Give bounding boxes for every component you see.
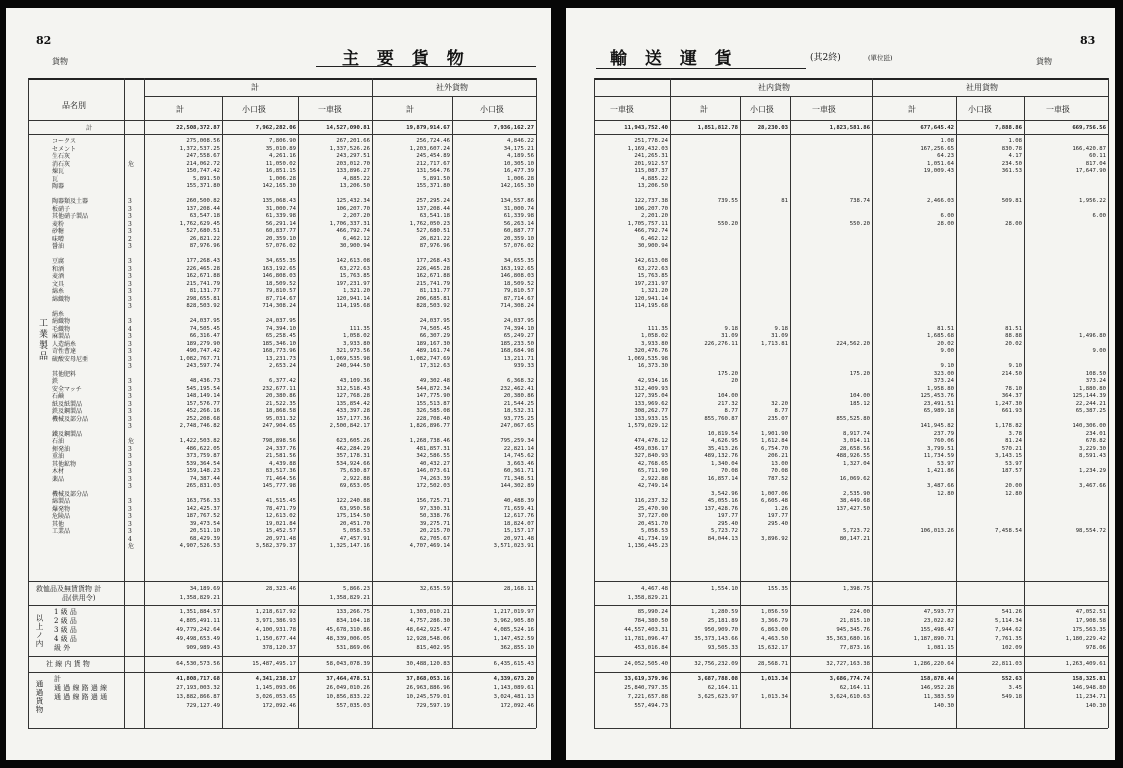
class-row-label: 3 級 品 bbox=[54, 626, 77, 634]
summary-row-2-col1: 1,358,829.21 bbox=[179, 595, 220, 601]
body-col4: 256,724.46 1,203,607.24 245,454.89 212,717.67 131,564.76 5,891.50 155,371.80 257,295.24 137,208.44 63,541.18 1,762,050.23 527,680.51 26,821.22 87,976.96 177,268.43 226,465.28 162,671.88 215,741.79 81,131.77 206,685.81 828,503.92 24,037.95 74,505.45 66,307.29 189,167.30 489,161.74 1,082,747.69 17,312.63 49,302.48 544,872.34 147,775.90 155,513.87 326,585.08 228,708.40 1,826,896.77 1,268,738.46 481,857.31 342,586.55 40,432.27 146,073.61 74,263.39 172,502.03 156,725.71 97,330.31 50,338.76 39,275.71 20,215.70 62,705.67 4,707,469.14 bbox=[409, 138, 450, 549]
r-class-row-cell: 5,114.34 bbox=[995, 618, 1022, 624]
first-row-col3: 14,527,090.81 bbox=[326, 125, 370, 131]
category-header: 品名別 bbox=[62, 101, 86, 110]
class-row-cell: 531,869.06 bbox=[336, 645, 370, 651]
r-summary-row-cell: 4,467.48 bbox=[641, 586, 668, 592]
class-row-label: 4 級 品 bbox=[54, 635, 77, 643]
table-left-border bbox=[28, 78, 29, 728]
class-divider bbox=[144, 78, 145, 728]
header-bottom-border bbox=[28, 120, 536, 121]
r-class-row-cell: 23,022.82 bbox=[923, 618, 954, 624]
first-row-col2: 7,962,282.06 bbox=[255, 125, 296, 131]
transit-row-label: 通 過 線 路 過 通 bbox=[54, 693, 108, 701]
class-row-cell: 45,678,310.86 bbox=[326, 627, 370, 633]
r-class-row-cell: 17,908.58 bbox=[1075, 618, 1106, 624]
transit-row-cell: 13,882,866.87 bbox=[176, 694, 220, 700]
class-row-cell: 909,989.43 bbox=[186, 645, 220, 651]
r-class-row-cell: 453,016.84 bbox=[634, 645, 668, 651]
summary-row-1-col1: 34,189.69 bbox=[189, 586, 220, 592]
class-row-cell: 4,757,286.30 bbox=[409, 618, 450, 624]
r-header-divider bbox=[594, 96, 1108, 97]
transit-row-label: 計 bbox=[54, 675, 61, 683]
r-class-row-cell: 1,187,890.71 bbox=[913, 636, 954, 642]
transit-row-cell: 26,049,010.26 bbox=[326, 685, 370, 691]
transit-row-cell: 3,026,053.65 bbox=[255, 694, 296, 700]
table-right-border bbox=[536, 78, 537, 728]
r-col-header-small-lot-2: 小口扱 bbox=[968, 105, 992, 114]
r-class-row-cell: 25,181.89 bbox=[707, 618, 738, 624]
r-summary-row-cell: 155.35 bbox=[767, 586, 788, 592]
r-transit-row-cell: 3,624,610.63 bbox=[829, 694, 870, 700]
col-divider-2 bbox=[298, 96, 299, 728]
body-col2: 7,806.90 35,010.89 4,261.16 11,050.02 16,851.15 1,006.28 142,165.30 135,068.43 31,000.74 61,339.98 56,291.14 60,837.77 20,359.10 57,076.02 34,655.35 163,192.65 146,808.03 18,509.52 79,810.57 87,714.67 714,308.24 24,037.95 74,394.10 65,258.45 185,346.10 168,773.96 13,231.73 2,653.24 6,377.42 232,677.11 20,380.86 21,522.35 18,868.58 95,031.32 247,904.65 798,898.56 24,337.76 21,581.56 4,439.88 83,517.36 71,464.56 145,777.98 41,515.45 78,471.79 12,613.02 19,021.84 15,452.57 20,971.48 3,582,379.37 bbox=[255, 138, 296, 549]
summary-row-1-label: 救恤品及無賃貨物 計 bbox=[36, 585, 102, 593]
r-col-header-carload: 一車扱 bbox=[610, 105, 634, 114]
r-transit-row-cell: 3,686,774.74 bbox=[829, 676, 870, 682]
r-first-row-cell: 1,851,812.78 bbox=[697, 125, 738, 131]
transit-block-top bbox=[28, 672, 536, 673]
page-number-right: 83 bbox=[1080, 34, 1096, 47]
r-col-header-carload-3: 一車扱 bbox=[1046, 105, 1070, 114]
transit-row-cell: 10,856,833.22 bbox=[326, 694, 370, 700]
r-class-row-cell: 102.09 bbox=[1001, 645, 1022, 651]
r-right-border bbox=[1108, 78, 1109, 728]
r-col-divider-4 bbox=[872, 78, 873, 728]
r-summary-row-cell: 1,398.75 bbox=[843, 586, 870, 592]
r-body-col7: 166,420.87 60.11 817.04 17,647.90 1,956.22 6.00 1,496.80 9.00 108.50 373.24 1,880.80 125,144.39 22,244.21 65,387.25 140,306.00 234.01 678.82 3,229.30 8,591.43 1,234.29 3,467.66 98,554.72 bbox=[1072, 145, 1106, 534]
r-col-divider-6 bbox=[1024, 96, 1025, 728]
first-row-label: 計 bbox=[86, 125, 93, 132]
class-block-top bbox=[28, 605, 536, 606]
r-class-row-cell: 7,761.35 bbox=[995, 636, 1022, 642]
transit-row-cell: 172,092.46 bbox=[262, 703, 296, 709]
table-top-border bbox=[28, 78, 536, 80]
class-block-label: 以上ノ内 bbox=[35, 614, 44, 648]
r-body-col6: 1.08 830.78 4.17 234.50 361.53 509.81 28.00 81.51 88.88 20.02 9.10 214.50 78.10 364.37 1,247.30 661.93 1,178.82 3.78 81.24 570.21 3,143.15 53.97 187.57 20.00 12.80 7,458.54 bbox=[995, 138, 1022, 534]
r-transit-row-cell: 3,625,623.97 bbox=[697, 694, 738, 700]
r-col-divider-3 bbox=[790, 96, 791, 728]
first-row-divider bbox=[28, 134, 536, 135]
r-col-header-small-lot: 小口扱 bbox=[750, 105, 774, 114]
col-header-total-ext: 計 bbox=[406, 105, 414, 114]
page-title-suffix: (其2終) bbox=[810, 53, 841, 63]
left-page bbox=[6, 8, 551, 760]
r-company-internal-cell: 1,286,220.64 bbox=[913, 661, 954, 667]
class-row-cell: 48,339,006.05 bbox=[326, 636, 370, 642]
r-first-row-cell: 669,756.56 bbox=[1072, 125, 1106, 131]
transit-row-cell: 26,963,886.96 bbox=[406, 685, 450, 691]
r-class-row-cell: 1,081.15 bbox=[927, 645, 954, 651]
class-row-cell: 4,805,491.11 bbox=[179, 618, 220, 624]
summary-row-1-col3: 5,866.23 bbox=[343, 586, 370, 592]
class-row-cell: 1,150,677.44 bbox=[255, 636, 296, 642]
r-class-row-cell: 950,909.70 bbox=[704, 627, 738, 633]
r-transit-row-cell: 7,221,657.88 bbox=[627, 694, 668, 700]
col-header-small-lot: 小口扱 bbox=[242, 105, 266, 114]
item-labels: コークス セメント 生石灰 消石灰 煉瓦 瓦 陶器 陶器類及土器 板硝子 其他硝子製品 麦粉 砂糖 味噌 醤油 豆腐 和酒 麦酒 文具 綿糸 綿織物 絹糸 絹織物 毛織物 麻製品 人造絹糸 苛性曹達 硫酸安母尼亜 其他肥料 鉄 安全マッチ 石鹸 紙及紙製品 鉄及鋼製品 機械及部分品 鐵及鋼製品 石油 揮発油 重油 其他鉱物 木材 薬品 機械及部分品 綿製品 爆発物 危険品 其他 工業品 bbox=[52, 138, 89, 535]
r-col-header-total-2: 計 bbox=[908, 105, 916, 114]
first-row-col4: 19,879,914.67 bbox=[406, 125, 450, 131]
company-internal-col2: 15,487,495.17 bbox=[252, 661, 296, 667]
company-internal-top bbox=[28, 656, 536, 657]
transit-row-cell: 10,245,579.01 bbox=[406, 694, 450, 700]
r-table-top-border bbox=[594, 78, 1108, 80]
r-class-block-top bbox=[594, 605, 1108, 606]
transit-block-label: 通過貨物 bbox=[35, 680, 44, 714]
r-transit-row-cell: 11,383.59 bbox=[923, 694, 954, 700]
r-transit-row-cell: 552.63 bbox=[1001, 676, 1022, 682]
r-class-row-cell: 85,990.24 bbox=[637, 609, 668, 615]
r-transit-row-cell: 549.18 bbox=[1001, 694, 1022, 700]
r-company-internal-cell: 32,727,163.38 bbox=[826, 661, 870, 667]
r-group-header-transfer: 社用貨物 bbox=[966, 83, 998, 92]
company-internal-col4: 30,488,120.83 bbox=[406, 661, 450, 667]
r-header-bottom-border bbox=[594, 120, 1108, 121]
summary-row-1-col4: 32,635.59 bbox=[419, 586, 450, 592]
transit-row-cell: 1,143,089.61 bbox=[493, 685, 534, 691]
class-row-cell: 362,855.10 bbox=[500, 645, 534, 651]
r-first-row-divider bbox=[594, 134, 1108, 135]
r-transit-row-cell: 62,164.11 bbox=[839, 685, 870, 691]
r-class-row-cell: 224.00 bbox=[849, 609, 870, 615]
r-class-row-cell: 44,557,403.31 bbox=[624, 627, 668, 633]
class-row-cell: 4,100,931.78 bbox=[255, 627, 296, 633]
r-transit-block-top bbox=[594, 672, 1108, 673]
first-row-col1: 22,508,372.87 bbox=[176, 125, 220, 131]
r-transit-row-cell: 146,948.80 bbox=[1072, 685, 1106, 691]
r-company-internal-top bbox=[594, 656, 1108, 657]
header-divider bbox=[144, 96, 536, 97]
r-transit-row-cell: 140.30 bbox=[1085, 703, 1106, 709]
class-row-cell: 815,402.95 bbox=[416, 645, 450, 651]
summary-row-1-col5: 28,168.11 bbox=[503, 586, 534, 592]
transit-row-cell: 4,341,238.17 bbox=[255, 676, 296, 682]
r-transit-row-cell: 140.30 bbox=[933, 703, 954, 709]
right-page bbox=[566, 8, 1115, 760]
r-left-border bbox=[594, 78, 595, 728]
r-transit-row-cell: 158,325.81 bbox=[1072, 676, 1106, 682]
r-transit-row-cell: 1,013.34 bbox=[761, 694, 788, 700]
r-company-internal-cell: 32,756,232.09 bbox=[694, 661, 738, 667]
col-header-total: 計 bbox=[176, 105, 184, 114]
class-row-cell: 1,217,019.97 bbox=[493, 609, 534, 615]
transit-row-cell: 4,339,673.20 bbox=[493, 676, 534, 682]
r-body-col4: 738.74 550.20 224,562.20 175.20 104.00 185.12 855,525.80 8,917.74 3,014.11 28,658.56 488,926.55 1,327.04 16,069.62 2,535.90 38,449.68 137,427.50 5,723.72 80,147.21 bbox=[836, 198, 870, 542]
class-row-cell: 49,779,242.64 bbox=[176, 627, 220, 633]
body-col3: 267,201.66 1,337,526.26 243,297.51 203,012.70 133,896.27 4,885.22 13,206.50 125,432.34 106,207.70 2,207.20 1,706,337.31 466,792.74 6,462.12 30,900.94 142,613.08 63,272.63 15,763.85 197,231.97 1,321.20 120,941.14 114,195.68 111.35 1,058.02 3,933.80 321,973.56 1,069,535.98 240,944.50 43,109.36 312,518.43 127,768.28 135,854.42 433,397.28 157,177.36 2,500,842.17 623,605.26 462,284.29 357,178.31 534,924.66 75,630.87 2,922.88 69,653.05 122,240.88 63,950.58 175,154.50 20,451.70 5,058.53 47,457.91 1,325,147.16 bbox=[329, 138, 370, 549]
r-first-row-cell: 1,823,581.86 bbox=[829, 125, 870, 131]
title-underline bbox=[316, 66, 536, 67]
class-row-cell: 49,498,653.49 bbox=[176, 636, 220, 642]
class-row-cell: 1,351,884.57 bbox=[179, 609, 220, 615]
table-bottom-border bbox=[28, 728, 536, 729]
transit-row-cell: 41,808,717.68 bbox=[176, 676, 220, 682]
r-body-col5: 1.08 167,256.65 64.23 1,051.64 19,009.43 2,466.03 6.00 28.00 81.51 1,685.68 20.02 9.00 9.10 323.00 373.24 1,958.80 125,453.76 23,491.51 65,989.18 141,945.82 237.79 760.06 3,799.51 11,734.59 53.97 1,421.86 3,487.66 12.80 106,013.26 bbox=[920, 138, 954, 534]
class-row-cell: 48,642,925.47 bbox=[406, 627, 450, 633]
r-transit-row-cell: 146,952.28 bbox=[920, 685, 954, 691]
transit-row-cell: 37,868,053.16 bbox=[406, 676, 450, 682]
class-row-label: 級 外 bbox=[54, 644, 71, 652]
col-divider-3 bbox=[372, 78, 373, 728]
r-summary-row-cell: 1,358,829.21 bbox=[627, 595, 668, 601]
r-col-divider-5 bbox=[956, 96, 957, 728]
r-first-row-cell: 677,645.42 bbox=[920, 125, 954, 131]
r-company-internal-cell: 22,811.03 bbox=[991, 661, 1022, 667]
r-transit-row-cell: 25,840,797.35 bbox=[624, 685, 668, 691]
r-class-row-cell: 945,345.76 bbox=[836, 627, 870, 633]
r-body-col1: 251,778.24 1,169,432.03 241,265.31 201,912.57 115,087.37 4,885.22 13,206.50 122,737.38 106,207.70 2,201.20 1,705,757.11 466,792.74 6,462.12 30,900.94 142,613.08 63,272.63 15,763.85 197,231.97 1,321.20 120,941.14 114,195.68 111.35 1,058.02 3,933.80 320,476.76 1,069,535.98 16,373.30 42,934.16 312,409.93 127,395.04 133,969.62 308,262.77 133,933.15 1,579,029.12 474,478.12 459,036.17 327,840.93 42,768.65 65,711.90 2,922.88 42,749.14 116,237.32 25,470.90 37,727.00 20,451.70 5,058.53 41,734.19 1,136,445.23 bbox=[627, 138, 668, 549]
r-col-divider-1 bbox=[670, 78, 671, 728]
summary-row-1-col2: 28,323.46 bbox=[265, 586, 296, 592]
r-transit-row-cell: 158,878.44 bbox=[920, 676, 954, 682]
transit-row-cell: 37,464,478.51 bbox=[326, 676, 370, 682]
summary-divider bbox=[28, 581, 536, 582]
summary-row-2-label: 品(供用令) bbox=[62, 594, 96, 602]
class-row-cell: 4,085,524.16 bbox=[493, 627, 534, 633]
transit-row-cell: 172,092.46 bbox=[500, 703, 534, 709]
r-company-internal-cell: 1,263,409.61 bbox=[1065, 661, 1106, 667]
running-head-right: 貨物 bbox=[1036, 57, 1052, 66]
transit-row-cell: 27,193,003.32 bbox=[176, 685, 220, 691]
r-group-header-internal: 社内貨物 bbox=[758, 83, 790, 92]
transit-row-cell: 3,024,481.13 bbox=[493, 694, 534, 700]
r-summary-row-cell: 1,554.10 bbox=[711, 586, 738, 592]
r-transit-row-cell: 3,687,788.08 bbox=[697, 676, 738, 682]
class-row-cell: 133,266.75 bbox=[336, 609, 370, 615]
r-bottom-border bbox=[594, 728, 1108, 729]
company-internal-col3: 58,043,078.39 bbox=[326, 661, 370, 667]
r-class-row-cell: 1,280.59 bbox=[711, 609, 738, 615]
r-class-row-cell: 784,380.50 bbox=[634, 618, 668, 624]
body-col5: 4,846.22 34,175.21 4,189.56 10,305.10 16,477.39 1,006.28 142,165.30 134,557.86 31,000.74 61,339.98 56,263.14 60,887.77 20,359.10 57,076.02 34,655.35 163,192.65 146,808.03 18,509.52 79,810.57 87,714.67 714,308.24 24,037.95 74,394.10 65,249.27 185,233.50 168,684.98 13,211.71 939.33 6,368.32 232,462.41 20,380.86 21,544.25 18,532.31 93,775.25 247,067.65 795,259.34 22,821.14 14,745.62 3,663.46 60,361.71 71,348.51 144,302.89 40,488.39 71,659.41 12,617.76 18,824.07 15,157.17 20,971.48 3,571,023.91 bbox=[493, 138, 534, 549]
r-class-row-cell: 21,815.10 bbox=[839, 618, 870, 624]
r-transit-row-cell: 1,013.34 bbox=[761, 676, 788, 682]
class-row-cell: 1,218,617.92 bbox=[255, 609, 296, 615]
class-row-label: 1 級 品 bbox=[54, 608, 77, 616]
group-header-total: 計 bbox=[251, 83, 259, 92]
section-industrial-label: 工業製品 bbox=[37, 318, 47, 362]
r-class-row-cell: 93,505.33 bbox=[707, 645, 738, 651]
body-col1: 275,008.56 1,372,537.25 247,558.67 214,062.72 150,747.42 5,891.50 155,371.80 260,500.82 137,208.44 63,547.18 1,762,629.45 527,680.51 26,821.22 87,976.96 177,268.43 226,465.28 162,671.88 215,741.79 81,131.77 298,655.81 828,503.92 24,037.95 74,505.45 66,316.47 189,279.90 490,747.42 1,082,767.71 243,597.74 48,436.73 545,195.54 148,149.14 157,576.77 452,266.16 252,208.68 2,748,746.82 1,422,503.82 486,622.05 373,759.87 539,364.54 159,148.23 74,387.44 265,831.03 163,756.33 142,425.37 187,767.52 39,473.54 20,511.10 68,429.39 4,907,526.53 bbox=[179, 138, 220, 549]
class-row-cell: 834,104.18 bbox=[336, 618, 370, 624]
r-transit-row-cell: 11,234.71 bbox=[1075, 694, 1106, 700]
transit-row-label: 通 過 線 路 過 線 bbox=[54, 684, 108, 692]
r-col-divider-2 bbox=[740, 96, 741, 728]
transit-row-cell: 1,145,093.06 bbox=[255, 685, 296, 691]
col-header-carload: 一車扱 bbox=[318, 105, 342, 114]
r-col-header-total: 計 bbox=[700, 105, 708, 114]
class-row-label: 2 級 品 bbox=[54, 617, 77, 625]
company-internal-col1: 64,530,573.56 bbox=[176, 661, 220, 667]
r-class-row-cell: 1,056.59 bbox=[761, 609, 788, 615]
page-number-left: 82 bbox=[36, 34, 52, 47]
r-class-row-cell: 155,498.47 bbox=[920, 627, 954, 633]
r-first-row-cell: 7,888.86 bbox=[995, 125, 1022, 131]
r-transit-row-cell: 33,619,379.96 bbox=[624, 676, 668, 682]
r-class-row-cell: 47,052.51 bbox=[1075, 609, 1106, 615]
transit-row-cell: 557,035.03 bbox=[336, 703, 370, 709]
class-row-cell: 12,928,548.06 bbox=[406, 636, 450, 642]
r-body-col2: 739.55 550.20 9.18 31.09 226,276.11 175.20 20 104.00 217.32 8.77 855,760.87 10,819.54 4,626.95 35,413.26 489,132.76 1,340.04 70.08 16,857.14 3,542.96 45,055.16 137,428.76 197.77 295.40 5,723.72 84,044.13 bbox=[704, 198, 738, 542]
page-title-left: 主 要 貨 物 bbox=[342, 49, 470, 69]
r-class-row-cell: 1,180,229.42 bbox=[1065, 636, 1106, 642]
r-transit-row-cell: 62,164.11 bbox=[707, 685, 738, 691]
r-class-row-cell: 35,373,143.66 bbox=[694, 636, 738, 642]
class-row-cell: 3,971,386.93 bbox=[255, 618, 296, 624]
col-header-small-lot-ext: 小口扱 bbox=[480, 105, 504, 114]
col-divider-1 bbox=[222, 96, 223, 728]
r-transit-row-cell: 557,494.73 bbox=[634, 703, 668, 709]
class-row-cell: 3,962,905.80 bbox=[493, 618, 534, 624]
r-first-row-cell: 28,230.03 bbox=[757, 125, 788, 131]
r-class-row-cell: 47,593.77 bbox=[923, 609, 954, 615]
r-class-row-cell: 15,632.17 bbox=[757, 645, 788, 651]
summary-row-2-col3: 1,358,829.21 bbox=[329, 595, 370, 601]
r-class-row-cell: 6,863.00 bbox=[761, 627, 788, 633]
page-title-right: 輸 送 運 貨 bbox=[610, 49, 738, 69]
label-divider bbox=[124, 78, 125, 728]
r-class-row-cell: 541.26 bbox=[1001, 609, 1022, 615]
title-underline-right bbox=[596, 68, 806, 69]
class-labels: 危 3 3 3 3 3 2 3 3 3 3 3 3 3 3 3 4 3 3 3 3 3 3 3 3 3 3 3 3 危 3 3 3 3 3 3 3 3 3 3 3 4 危 bbox=[128, 160, 135, 550]
first-row-col5: 7,936,162.27 bbox=[493, 125, 534, 131]
r-class-row-cell: 7,944.62 bbox=[995, 627, 1022, 633]
r-first-row-cell: 11,943,752.40 bbox=[624, 125, 668, 131]
r-class-row-cell: 77,873.16 bbox=[839, 645, 870, 651]
r-body-col3: 81 9.18 31.09 1,713.81 32.20 8.77 235.07 1,901.90 1,612.84 6,754.70 206.21 13.00 70.08 787.52 1,007.06 6,605.48 1.26 197.77 295.40 3,896.92 bbox=[761, 198, 788, 542]
r-class-row-cell: 175,563.35 bbox=[1072, 627, 1106, 633]
class-row-cell: 378,120.37 bbox=[262, 645, 296, 651]
unit-label: (單位瓩) bbox=[868, 54, 893, 62]
transit-row-cell: 729,127.49 bbox=[186, 703, 220, 709]
r-transit-row-cell: 3.45 bbox=[1008, 685, 1022, 691]
group-header-company-external: 社外貨物 bbox=[436, 83, 468, 92]
r-class-row-cell: 11,781,096.47 bbox=[624, 636, 668, 642]
company-internal-col5: 6,435,615.43 bbox=[493, 661, 534, 667]
transit-row-cell: 729,597.19 bbox=[416, 703, 450, 709]
r-company-internal-cell: 24,052,505.40 bbox=[624, 661, 668, 667]
class-row-cell: 1,147,452.59 bbox=[493, 636, 534, 642]
r-summary-divider bbox=[594, 581, 1108, 582]
r-class-row-cell: 35,363,680.16 bbox=[826, 636, 870, 642]
r-company-internal-cell: 28,568.71 bbox=[757, 661, 788, 667]
r-class-row-cell: 4,463.50 bbox=[761, 636, 788, 642]
running-head-left: 貨物 bbox=[52, 57, 68, 66]
r-class-row-cell: 3,366.79 bbox=[761, 618, 788, 624]
col-divider-4 bbox=[452, 96, 453, 728]
r-col-header-carload-2: 一車扱 bbox=[812, 105, 836, 114]
class-row-cell: 1,303,010.21 bbox=[409, 609, 450, 615]
r-class-row-cell: 978.06 bbox=[1085, 645, 1106, 651]
company-internal-label: 社 線 内 貨 物 bbox=[46, 660, 90, 668]
